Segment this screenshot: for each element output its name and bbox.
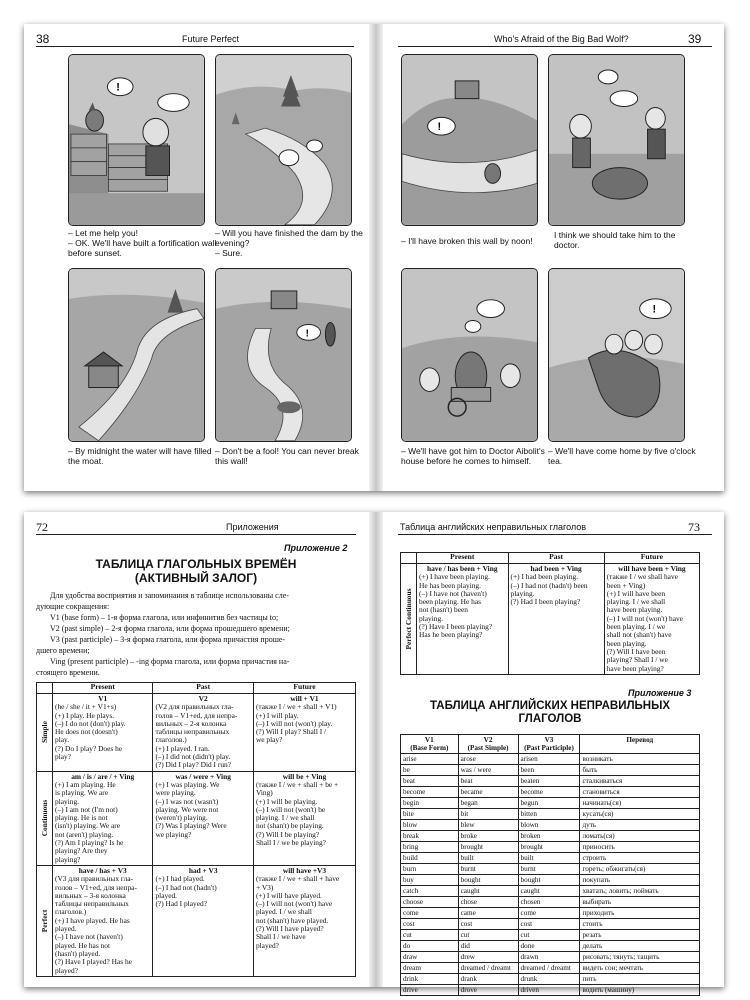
table-cell (153, 694, 253, 772)
row-label: Perfect Continuous (401, 564, 417, 675)
table-cell: done (518, 941, 580, 952)
example-line: вильных – 2-я колонка (155, 718, 227, 728)
table-cell: drunk (518, 974, 580, 985)
table-cell: стоить (580, 919, 700, 930)
example-line: (–) I will not (won't) have (255, 899, 333, 909)
page-number-left: 38 (36, 32, 50, 46)
example-line: (?) Had I played? (155, 899, 207, 909)
example-line: (–) I was not (wasn't) (155, 796, 219, 806)
example-line: вильных – 3-я колонка (55, 890, 126, 900)
irregular-verbs-table (400, 734, 700, 996)
table-cell (53, 771, 153, 865)
header-v3: V3 (Past Participle) (518, 735, 580, 754)
table-cell: blow (401, 820, 459, 831)
intro-text: Для удобства восприятия и запоминания в таблице использованы сле- дующие сокращения: V1 (base form) – 1-я форма глагола, или инфинитив без частицы to; V2 (past simple) – 2-я форма глагола, или форма прошедшего времени; V3 (past participle) – 3-я форма глагола, или форма причастия проше- дшего времени; Ving (present participle) – -ing форма глагола, или форма причастия на- стоящего времени. (36, 591, 290, 677)
table-cell: catch (401, 886, 459, 897)
table-cell: drink (401, 974, 459, 985)
formula: had been + Ving (530, 564, 582, 573)
header-past: Past (153, 683, 253, 694)
speech-mark: ! (116, 81, 120, 94)
table-cell: видеть сон; мечтать (580, 963, 700, 974)
example-line: (V3 для правильных гла- (55, 874, 134, 884)
comic-panel-3 (401, 54, 538, 226)
example-line: (также I / we + shall + be + (255, 779, 339, 789)
table-cell: brought (518, 842, 580, 853)
example-line: (–) I did not (didn't) play. (155, 752, 231, 762)
table-row (37, 865, 356, 976)
table-cell (53, 865, 153, 976)
example-line: were playing. (155, 788, 196, 798)
table-cell: brought (458, 842, 518, 853)
table-cell: choose (401, 897, 459, 908)
running-head-right: Таблица английских неправильных глаголов (400, 522, 587, 532)
table-row (401, 930, 700, 941)
table-cell: drawn (518, 952, 580, 963)
table-row (401, 963, 700, 974)
running-head-left: Приложения (226, 522, 279, 532)
example-line: (hasn't) played. (55, 948, 101, 958)
tense-table (36, 682, 356, 977)
table-cell: dreamed / dreamt (458, 963, 518, 974)
table-cell: cut (518, 930, 580, 941)
header-v1: V1 (Base Form) (401, 735, 459, 754)
table-cell: arisen (518, 754, 580, 765)
example-line: (+) I played. I ran. (155, 743, 210, 753)
table-cell (253, 694, 355, 772)
table-cell: bought (518, 875, 580, 886)
example-line: Shall I / we have (255, 932, 306, 942)
header-future: Future (253, 683, 355, 694)
example-line: playing? Are they (55, 846, 108, 856)
caption-2: – Will you have finished the dam by the evening? – Sure. (215, 228, 363, 258)
example-line: (+) I was playing. We (155, 779, 220, 789)
example-line: (?) Am I playing? Is he (55, 838, 124, 848)
corner-cell (401, 553, 417, 564)
book-gutter (369, 512, 383, 987)
caption-5: – By midnight the water will have filled the moat. (68, 446, 212, 466)
example-line: played? (55, 965, 78, 975)
table-row (401, 798, 700, 809)
header-rule-left (36, 534, 356, 535)
speech-mark: ! (305, 328, 309, 340)
example-line: playing. I / we shall (255, 813, 315, 823)
table-cell: гореть; обжигать(ся) (580, 864, 700, 875)
comic-panel-7 (401, 268, 538, 442)
table-cell: chosen (518, 897, 580, 908)
appendix-spread (24, 512, 724, 994)
table-cell: blew (458, 820, 518, 831)
formula: will + V1 (290, 694, 319, 703)
table-cell: caught (518, 886, 580, 897)
table-cell: begin (401, 798, 459, 809)
example-line: (–) I am not (I'm not) (55, 804, 118, 814)
caption-3: – I'll have broken this wall by noon! (401, 236, 533, 246)
example-line: not (hasn't) been (419, 605, 468, 615)
table-row (401, 952, 700, 963)
table-row (37, 771, 356, 865)
table-cell: дуть (580, 820, 700, 831)
table-cell: build (401, 853, 459, 864)
table-cell: bite (401, 809, 459, 820)
example-line: таблицы неправильных (155, 727, 230, 737)
example-line: (?) Will I play? Shall I / (255, 727, 327, 737)
table-cell: been (518, 765, 580, 776)
example-line: Ving) (255, 788, 273, 798)
table-cell: burn (401, 864, 459, 875)
example-line: (–) I had not (hadn't) been (510, 580, 588, 590)
table-row (401, 985, 700, 996)
example-line: play? (55, 752, 72, 762)
table-cell: arose (458, 754, 518, 765)
header-rule-right (398, 46, 712, 47)
caption-4: I think we should take him to the doctor. (554, 230, 676, 250)
table-cell: built (518, 853, 580, 864)
table-cell: bought (458, 875, 518, 886)
table-cell: became (458, 787, 518, 798)
example-line: (?) Was I playing? Were (155, 821, 227, 831)
table-cell: drank (458, 974, 518, 985)
example-line: (+) I will have played. (255, 890, 322, 900)
table-cell: come (401, 908, 459, 919)
caption-1: – Let me help you! – OK. We'll have built a fortification wall before sunset. (68, 228, 217, 258)
table-cell: bitten (518, 809, 580, 820)
example-line: (?) Had I been playing? (510, 597, 581, 607)
table-cell: be (401, 765, 459, 776)
example-line: (weren't) playing. (155, 813, 208, 823)
table-cell: become (401, 787, 459, 798)
table-cell: хватать; ловить; поймать (580, 886, 700, 897)
example-line: (?) Do I play? Does he (55, 743, 123, 753)
table-cell: кусать(ся) (580, 809, 700, 820)
example-line: been playing. (606, 638, 647, 648)
example-line: + V3) (255, 882, 274, 892)
table-row (401, 776, 700, 787)
example-line: He does not (doesn't) (55, 727, 118, 737)
example-line: played? (255, 940, 279, 950)
header-past: Past (508, 553, 604, 564)
table-cell: выбирать (580, 897, 700, 908)
table-cell: burnt (518, 864, 580, 875)
irregular-title: ТАБЛИЦА АНГЛИЙСКИХ НЕПРАВИЛЬНЫХ ГЛАГОЛОВ (429, 700, 671, 725)
example-line: (?) Will I have played? (255, 924, 324, 934)
table-cell (53, 694, 153, 772)
example-line: (?) Have I been playing? (419, 622, 493, 632)
table-cell: beaten (518, 776, 580, 787)
example-line: (isn't) playing. We are (55, 821, 121, 831)
table-cell: chose (458, 897, 518, 908)
example-line: (V2 для правильных гла- (155, 702, 234, 712)
example-line: playing? (55, 854, 81, 864)
table-cell (417, 564, 509, 675)
example-line: played. He has not (55, 940, 111, 950)
table-row (401, 864, 700, 875)
table-row (401, 853, 700, 864)
table-cell: caught (458, 886, 518, 897)
table-cell: рисовать; тянуть; тащить (580, 952, 700, 963)
table-cell (253, 771, 355, 865)
table-cell: становиться (580, 787, 700, 798)
corner-cell (37, 683, 53, 694)
formula: will have been + Ving (618, 564, 686, 573)
example-line: not (shan't) have played. (255, 915, 329, 925)
page-number-left: 72 (36, 520, 48, 534)
example-line: played. (55, 924, 77, 934)
table-cell (153, 865, 253, 976)
table-cell: cut (401, 930, 459, 941)
example-line: (+) I had been playing. (510, 572, 579, 582)
table-cell: быть (580, 765, 700, 776)
example-line: (?) Will I be playing? (255, 829, 320, 839)
header-rule-right (398, 534, 712, 535)
table-row (401, 897, 700, 908)
table-cell: cut (458, 930, 518, 941)
table-row (37, 694, 356, 772)
example-line: playing. (419, 613, 444, 623)
running-head-right: Who's Afraid of the Big Bad Wolf? (494, 34, 629, 44)
example-line: playing? Shall I / we (606, 655, 668, 665)
appendix-label: Приложение 3 (628, 688, 692, 698)
example-line: (также I / we + shall + have (255, 874, 340, 884)
table-row (401, 908, 700, 919)
example-line: been + Ving) (606, 580, 646, 590)
example-line: playing. I / we shall (606, 597, 666, 607)
table-cell: cost (401, 919, 459, 930)
table-cell: blown (518, 820, 580, 831)
table-cell: drive (401, 985, 459, 996)
example-line: (?) Will I have been (606, 646, 666, 656)
formula: have / has been + Ving (426, 564, 498, 573)
table-cell: came (458, 908, 518, 919)
example-line: He has been playing. (419, 580, 481, 590)
table-cell: beat (401, 776, 459, 787)
table-row (401, 842, 700, 853)
example-line: таблицы неправильных (55, 899, 129, 909)
table-cell: do (401, 941, 459, 952)
table-cell: beat (458, 776, 518, 787)
example-line: Has he been playing? (419, 630, 483, 640)
table-row (401, 941, 700, 952)
example-line: (–) I had not (hadn't) (155, 882, 217, 892)
table-cell: drew (458, 952, 518, 963)
table-cell: was / were (458, 765, 518, 776)
table-cell: drove (458, 985, 518, 996)
table-cell: приносить (580, 842, 700, 853)
example-line: played. (155, 890, 178, 900)
table-cell: begun (518, 798, 580, 809)
table-row (401, 765, 700, 776)
header-present: Present (53, 683, 153, 694)
table-cell (153, 771, 253, 865)
example-line: not (shan't) be playing. (255, 821, 324, 831)
comic-book-spread (24, 24, 724, 491)
comic-panel-1 (68, 54, 205, 226)
table-cell: arise (401, 754, 459, 765)
example-line: (+) I will play. (255, 710, 299, 720)
page-number-right: 73 (688, 520, 700, 534)
example-line: (?) Have I played? Has he (55, 957, 132, 967)
table-row (401, 820, 700, 831)
table-cell: возникать (580, 754, 700, 765)
table-cell: покупать (580, 875, 700, 886)
example-line: we playing? (155, 829, 192, 839)
table-cell: become (518, 787, 580, 798)
table-cell: bring (401, 842, 459, 853)
example-line: (также I / we shall have (606, 572, 678, 582)
formula: will have +V3 (282, 865, 327, 875)
table-cell (604, 564, 699, 675)
comic-panel-6 (215, 268, 352, 442)
caption-8: – We'll have come home by five o'clock tea. (548, 446, 696, 466)
example-line: played. I / we shall (255, 907, 312, 917)
example-line: (+) I will have been (606, 588, 666, 598)
example-line: (–) I will not (won't) play. (255, 718, 333, 728)
table-cell: driven (518, 985, 580, 996)
table-cell: ломать(ся) (580, 831, 700, 842)
row-label: Perfect (37, 865, 53, 976)
table-row (401, 809, 700, 820)
example-line: (–) I have not (haven't) (419, 588, 487, 598)
running-head-left: Future Perfect (182, 34, 240, 44)
perfect-continuous-table (400, 552, 700, 675)
formula: V1 (98, 694, 108, 703)
table-cell: dream (401, 963, 459, 974)
formula: will be + Ving (282, 771, 327, 781)
example-line: playing. We were not (155, 804, 219, 814)
book-gutter (369, 24, 383, 491)
example-line: голов – V1+ed, для непра- (155, 710, 238, 720)
example-line: (+) I have been playing. (419, 572, 490, 582)
table-cell: сталкиваться (580, 776, 700, 787)
formula: am / is / are / + Ving (71, 771, 135, 781)
example-line: we play? (255, 735, 283, 745)
table-cell: резать (580, 930, 700, 941)
formula: V2 (198, 694, 208, 703)
example-line: not (aren't) playing. (55, 829, 114, 839)
example-line: have been playing. (606, 605, 663, 615)
table-row (401, 875, 700, 886)
example-line: (–) I will not (won't) be (255, 804, 326, 814)
comic-panel-4 (548, 54, 685, 226)
example-line: have been playing? (606, 663, 664, 673)
table-cell: cost (518, 919, 580, 930)
table-row (401, 919, 700, 930)
example-line: (–) I will not (won't) have (606, 613, 683, 623)
table-cell: делать (580, 941, 700, 952)
formula: was / were + Ving (175, 771, 231, 781)
table-cell: draw (401, 952, 459, 963)
example-line: глаголов.) (55, 907, 87, 917)
example-line: playing. (55, 796, 80, 806)
table-cell: пить (580, 974, 700, 985)
table-cell: водить (машину) (580, 985, 700, 996)
example-line: (–) I do not (don't) play. (55, 718, 126, 728)
comic-panel-5 (68, 268, 205, 442)
example-line: (+) I am playing. He (55, 779, 116, 789)
page-number-right: 39 (688, 32, 702, 46)
table-cell: come (518, 908, 580, 919)
table-cell: burnt (458, 864, 518, 875)
formula: have / has + V3 (78, 865, 127, 875)
example-line: (he / she / it + V1+s) (55, 702, 117, 712)
table-row (401, 886, 700, 897)
table-cell: built (458, 853, 518, 864)
example-line: shall not (shan't) have (606, 630, 672, 640)
table-cell: began (458, 798, 518, 809)
speech-mark: ! (437, 121, 442, 134)
appendix-label: Приложение 2 (284, 543, 348, 553)
table-cell: broke (458, 831, 518, 842)
caption-6: – Don't be a fool! You can never break this wall! (215, 446, 359, 466)
table-row (401, 754, 700, 765)
header-translation: Перевод (580, 735, 700, 754)
formula: had + V3 (188, 865, 218, 875)
example-line: been playing. He has (419, 597, 481, 607)
example-line: (+) I had played. (155, 874, 205, 884)
example-line: Shall I / we be playing? (255, 838, 326, 848)
table-cell: dreamed / dreamt (518, 963, 580, 974)
example-line: (также I / we + shall + V1) (255, 702, 337, 712)
table-row (401, 974, 700, 985)
example-line: глаголов.) (155, 735, 187, 745)
caption-7: – We'll have got him to Doctor Aibolit's house before he comes to himself. (401, 446, 545, 466)
table-row (401, 787, 700, 798)
header-future: Future (604, 553, 699, 564)
table-cell: bit (458, 809, 518, 820)
example-line: (+) I will be playing. (255, 796, 318, 806)
example-line: (+) I play. He plays. (55, 710, 115, 720)
table-cell: строить (580, 853, 700, 864)
example-line: playing. (510, 588, 535, 598)
header-present: Present (417, 553, 509, 564)
row-label: Continuous (37, 771, 53, 865)
example-line: (–) I have not (haven't) (55, 932, 123, 942)
table-cell: did (458, 941, 518, 952)
table-row (401, 831, 700, 842)
example-line: голов – V1+ed, для непра- (55, 882, 137, 892)
table-cell (253, 865, 355, 976)
table-cell: broken (518, 831, 580, 842)
header-v2: V2 (Past Simple) (458, 735, 518, 754)
comic-panel-2 (215, 54, 352, 226)
table-cell: break (401, 831, 459, 842)
comic-panel-8 (548, 268, 685, 442)
table-cell (508, 564, 604, 675)
example-line: is playing. We are (55, 788, 109, 798)
page-title: ТАБЛИЦА ГЛАГОЛЬНЫХ ВРЕМЁН (АКТИВНЫЙ ЗАЛОГ) (95, 557, 297, 585)
table-cell: начинать(ся) (580, 798, 700, 809)
example-line: playing. He is not (55, 813, 108, 823)
table-cell: cost (458, 919, 518, 930)
example-line: play. (55, 735, 70, 745)
table-cell: buy (401, 875, 459, 886)
table-cell: приходить (580, 908, 700, 919)
row-label: Simple (37, 694, 53, 772)
example-line: (+) I have played. He has (55, 915, 130, 925)
example-line: (?) Did I play? Did I run? (155, 760, 231, 770)
header-rule-left (36, 46, 354, 47)
speech-mark: ! (652, 303, 657, 316)
example-line: been playing. I / we (606, 622, 666, 632)
table-row (401, 564, 700, 675)
